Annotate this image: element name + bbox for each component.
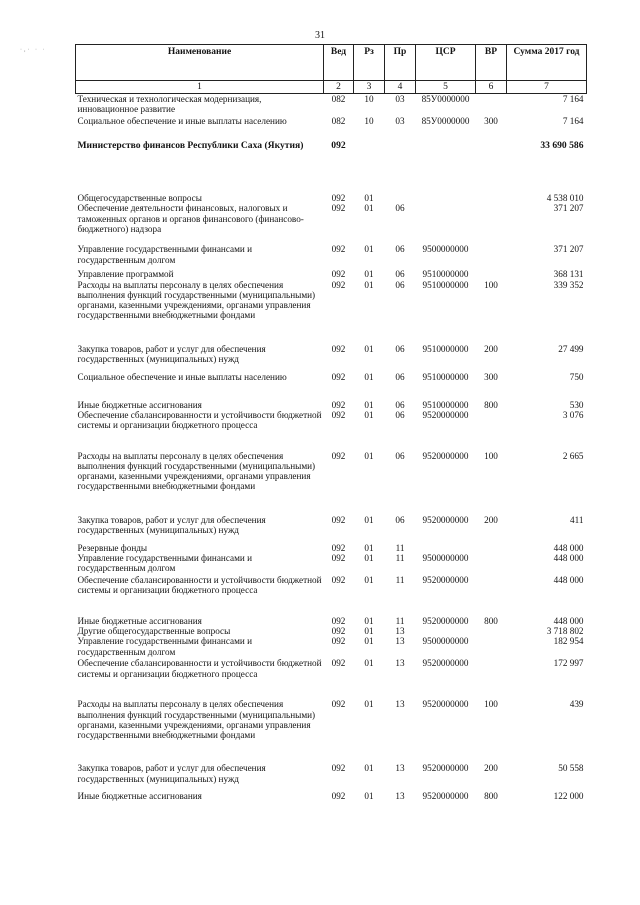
row-name: Иные бюджетные ассигнования [77,791,202,802]
table-row [76,791,587,803]
row-vr [476,193,507,203]
row-csr: 9520000000 [422,450,469,461]
row-sum: 27 499 [558,343,584,354]
row-rz: 01 [364,575,374,586]
row-sum: 33 690 586 [540,140,584,152]
row-ved: 092 [331,575,346,586]
row-pr: 06 [395,399,405,410]
row-vr [476,203,507,244]
row-pr [385,193,416,203]
row-rz: 01 [364,409,374,420]
row-csr: 9500000000 [422,553,469,564]
table-row [76,193,587,203]
table-row [76,280,587,344]
row-ved: 092 [331,626,346,637]
header-number-5: 5 [416,81,476,94]
row-rz: 01 [364,626,374,637]
row-ved: 092 [331,636,346,647]
row-ved: 092 [331,699,346,710]
row-pr: 06 [395,269,405,280]
row-pr: 13 [395,636,405,647]
row-vr [476,94,507,117]
row-vr [476,658,507,699]
row-ved: 092 [331,279,346,290]
table-row [76,203,587,244]
table-row [76,543,587,553]
row-csr: 9510000000 [422,279,469,290]
row-vr: 300 [484,371,498,382]
row-sum: 7 164 [562,116,584,127]
row-vr: 100 [484,279,498,290]
row-ved: 092 [331,450,346,461]
table-row [76,269,587,279]
row-csr: 9500000000 [422,636,469,647]
row-pr: 06 [395,450,405,461]
row-name: Управление государственными финансами и государственным долгом [77,636,253,657]
row-name: Министерство финансов Республики Саха (Якутия) [77,140,304,152]
table-row [76,244,587,269]
header-ved: Вед [324,45,354,81]
row-sum: 439 [569,699,584,710]
row-name: Управление программой [77,269,174,280]
row-rz: 01 [364,616,374,627]
row-spacer [76,174,587,193]
row-rz [354,141,385,174]
row-rz: 01 [364,193,374,204]
row-csr: 9520000000 [422,409,469,420]
row-vr [476,543,507,553]
row-sum: 371 207 [553,244,584,255]
row-csr: 9520000000 [422,616,469,627]
row-csr: 9510000000 [422,269,469,280]
table-row [76,553,587,575]
row-sum: 530 [569,399,584,410]
table-row [76,451,587,515]
row-sum: 411 [570,514,584,525]
row-csr [416,543,476,553]
row-rz: 01 [364,203,374,214]
row-name: Закупка товаров, работ и услуг для обеспечения государственных (муниципальных) нужд [77,763,266,784]
row-name: Обеспечение сбалансированности и устойчивости бюджетной системы и организации бюджетного процесса [77,575,322,596]
row-ved: 092 [331,791,346,802]
row-csr [416,203,476,244]
row-pr [385,141,416,174]
row-rz: 01 [364,279,374,290]
row-ved: 082 [331,94,346,105]
row-csr [416,193,476,203]
row-ved: 092 [331,343,346,354]
row-csr [416,626,476,636]
row-name: Техническая и технологическая модернизация, инновационное развитие [77,94,262,115]
row-csr: 9520000000 [422,514,469,525]
row-ved: 092 [331,244,346,255]
row-csr [416,141,476,174]
row-csr: 9520000000 [422,699,469,710]
row-vr [476,553,507,575]
table-body [76,94,587,804]
row-vr: 800 [484,616,498,627]
row-name: Обеспечение сбалансированности и устойчивости бюджетной системы и организации бюджетного процесса [77,658,322,679]
row-vr [476,410,507,451]
row-vr: 300 [484,116,498,127]
table-row [76,116,587,141]
table-row [76,626,587,636]
row-pr: 11 [395,616,405,627]
row-sum: 50 558 [558,763,584,774]
header-number-6: 6 [476,81,507,94]
row-name: Управление государственными финансами и государственным долгом [77,553,253,574]
row-rz: 01 [364,699,374,710]
row-rz: 01 [364,244,374,255]
header-name: Наименование [76,45,324,81]
table-row [76,575,587,616]
row-ved: 092 [331,409,346,420]
row-csr: 9520000000 [422,575,469,586]
row-vr: 800 [484,791,498,802]
header-sum: Сумма 2017 год [507,45,587,81]
row-sum: 448 000 [553,616,584,627]
row-sum: 3 718 802 [546,626,584,637]
row-name: Расходы на выплаты персоналу в целях обеспечения выполнения функций государственными (муниципальными) органами, казенными учреждениями, органами управления государственными внебюджетными фондами [77,279,316,321]
row-sum: 750 [569,371,584,382]
row-rz: 01 [364,343,374,354]
row-sum: 122 000 [553,791,584,802]
row-rz: 01 [364,399,374,410]
row-pr: 11 [395,553,405,564]
row-name: Социальное обеспечение и иные выплаты населению [77,371,287,382]
row-csr: 9510000000 [422,343,469,354]
row-name: Обеспечение сбалансированности и устойчивости бюджетной системы и организации бюджетного процесса [77,409,322,431]
row-csr: 9520000000 [422,658,469,669]
header-number-7: 7 [507,81,587,94]
row-vr: 200 [484,763,498,774]
row-rz: 01 [364,763,374,774]
row-csr: 9520000000 [422,791,469,802]
row-vr [476,269,507,279]
table-row [76,400,587,410]
row-pr: 13 [395,658,405,669]
row-pr: 13 [395,791,405,802]
row-ved: 092 [331,140,346,152]
row-sum: 448 000 [553,575,584,586]
row-sum: 368 131 [553,269,584,280]
row-sum: 2 665 [562,450,584,461]
row-csr: 9510000000 [422,399,469,410]
row-name: Закупка товаров, работ и услуг для обеспечения государственных (муниципальных) нужд [77,514,266,536]
row-name: Управление государственными финансами и государственным долгом [77,244,253,265]
row-rz: 01 [364,636,374,647]
row-vr [476,626,507,636]
row-pr: 06 [395,279,405,290]
page-number: 31 [315,30,325,41]
row-sum: 448 000 [553,542,584,553]
row-ved: 082 [331,116,346,127]
table-row [76,616,587,626]
row-pr: 03 [395,94,405,105]
row-vr: 200 [484,343,498,354]
table-row [76,636,587,658]
header-number-3: 3 [354,81,385,94]
table-header [76,45,587,94]
row-ved: 092 [331,542,346,553]
row-sum: 448 000 [553,553,584,564]
row-sum: 182 954 [553,636,584,647]
row-sum: 4 538 010 [546,193,584,204]
row-csr: 9510000000 [422,371,469,382]
row-pr: 11 [395,575,405,586]
header-pr: Пр [385,45,416,81]
row-vr [476,244,507,269]
scan-marks: ·,· · · [20,47,47,53]
row-vr: 100 [484,699,498,710]
row-pr: 06 [395,244,405,255]
row-sum: 3 076 [562,409,584,420]
row-pr: 06 [395,371,405,382]
row-pr: 06 [395,203,405,214]
row-csr: 85У0000000 [421,94,470,105]
row-ved: 092 [331,399,346,410]
row-vr [476,575,507,616]
header-number-4: 4 [385,81,416,94]
table-row [76,372,587,400]
row-sum: 7 164 [562,94,584,105]
row-vr [476,141,507,174]
row-ved: 092 [331,553,346,564]
row-rz: 01 [364,791,374,802]
table-row [76,763,587,791]
row-ved: 092 [331,658,346,669]
row-rz: 01 [364,371,374,382]
row-name: Социальное обеспечение и иные выплаты населению [77,116,287,127]
row-sum: 339 352 [553,279,584,290]
row-ved: 092 [331,203,346,214]
row-name: Расходы на выплаты персоналу в целях обеспечения выполнения функций государственными (муниципальными) органами, казенными учреждениями, органами управления государственными внебюджетными фондами [77,699,316,741]
row-pr: 06 [395,409,405,420]
header-vr: ВР [476,45,507,81]
header-number-1: 1 [76,81,324,94]
row-ved: 092 [331,514,346,525]
row-rz: 01 [364,269,374,280]
table-row [76,94,587,117]
row-pr: 13 [395,699,405,710]
row-name: Другие общегосударственные вопросы [77,626,231,637]
row-rz: 01 [364,542,374,553]
row-vr: 800 [484,399,498,410]
table-row [76,699,587,763]
row-name: Иные бюджетные ассигнования [77,616,202,627]
row-sum: 172 997 [553,658,584,669]
row-vr [476,636,507,658]
header-csr: ЦСР [416,45,476,81]
row-pr: 13 [395,626,405,637]
row-pr: 06 [395,514,405,525]
row-ved: 092 [331,616,346,627]
row-ved: 092 [331,371,346,382]
table-row [76,141,587,174]
row-pr: 03 [395,116,405,127]
row-vr: 200 [484,514,498,525]
row-rz: 10 [364,116,374,127]
row-rz: 10 [364,94,374,105]
table-row [76,410,587,451]
row-pr: 13 [395,763,405,774]
row-csr: 9500000000 [422,244,469,255]
table-row [76,515,587,543]
row-rz: 01 [364,553,374,564]
header-rz: Рз [354,45,385,81]
row-rz: 01 [364,514,374,525]
row-ved: 092 [331,763,346,774]
row-name: Расходы на выплаты персоналу в целях обеспечения выполнения функций государственными (муниципальными) органами, казенными учреждениями, органами управления государственными внебюджетными фондами [77,450,316,492]
row-name: Резервные фонды [77,542,148,553]
row-pr: 11 [395,542,405,553]
row-vr: 100 [484,450,498,461]
row-csr: 9520000000 [422,763,469,774]
row-sum: 371 207 [553,203,584,214]
row-name: Иные бюджетные ассигнования [77,399,202,410]
table-row [76,658,587,699]
row-name: Общегосударственные вопросы [77,193,202,204]
row-ved: 092 [331,269,346,280]
row-pr: 06 [395,343,405,354]
row-name: Обеспечение деятельности финансовых, налоговых и таможенных органов и органов финансового (финансово-бюджетного) надзора [77,203,304,234]
table-row [76,344,587,372]
row-rz: 01 [364,450,374,461]
budget-table [75,44,587,803]
header-number-2: 2 [324,81,354,94]
row-csr: 85У0000000 [421,116,470,127]
row-ved: 092 [331,193,346,204]
row-name: Закупка товаров, работ и услуг для обеспечения государственных (муниципальных) нужд [77,343,266,364]
row-rz: 01 [364,658,374,669]
